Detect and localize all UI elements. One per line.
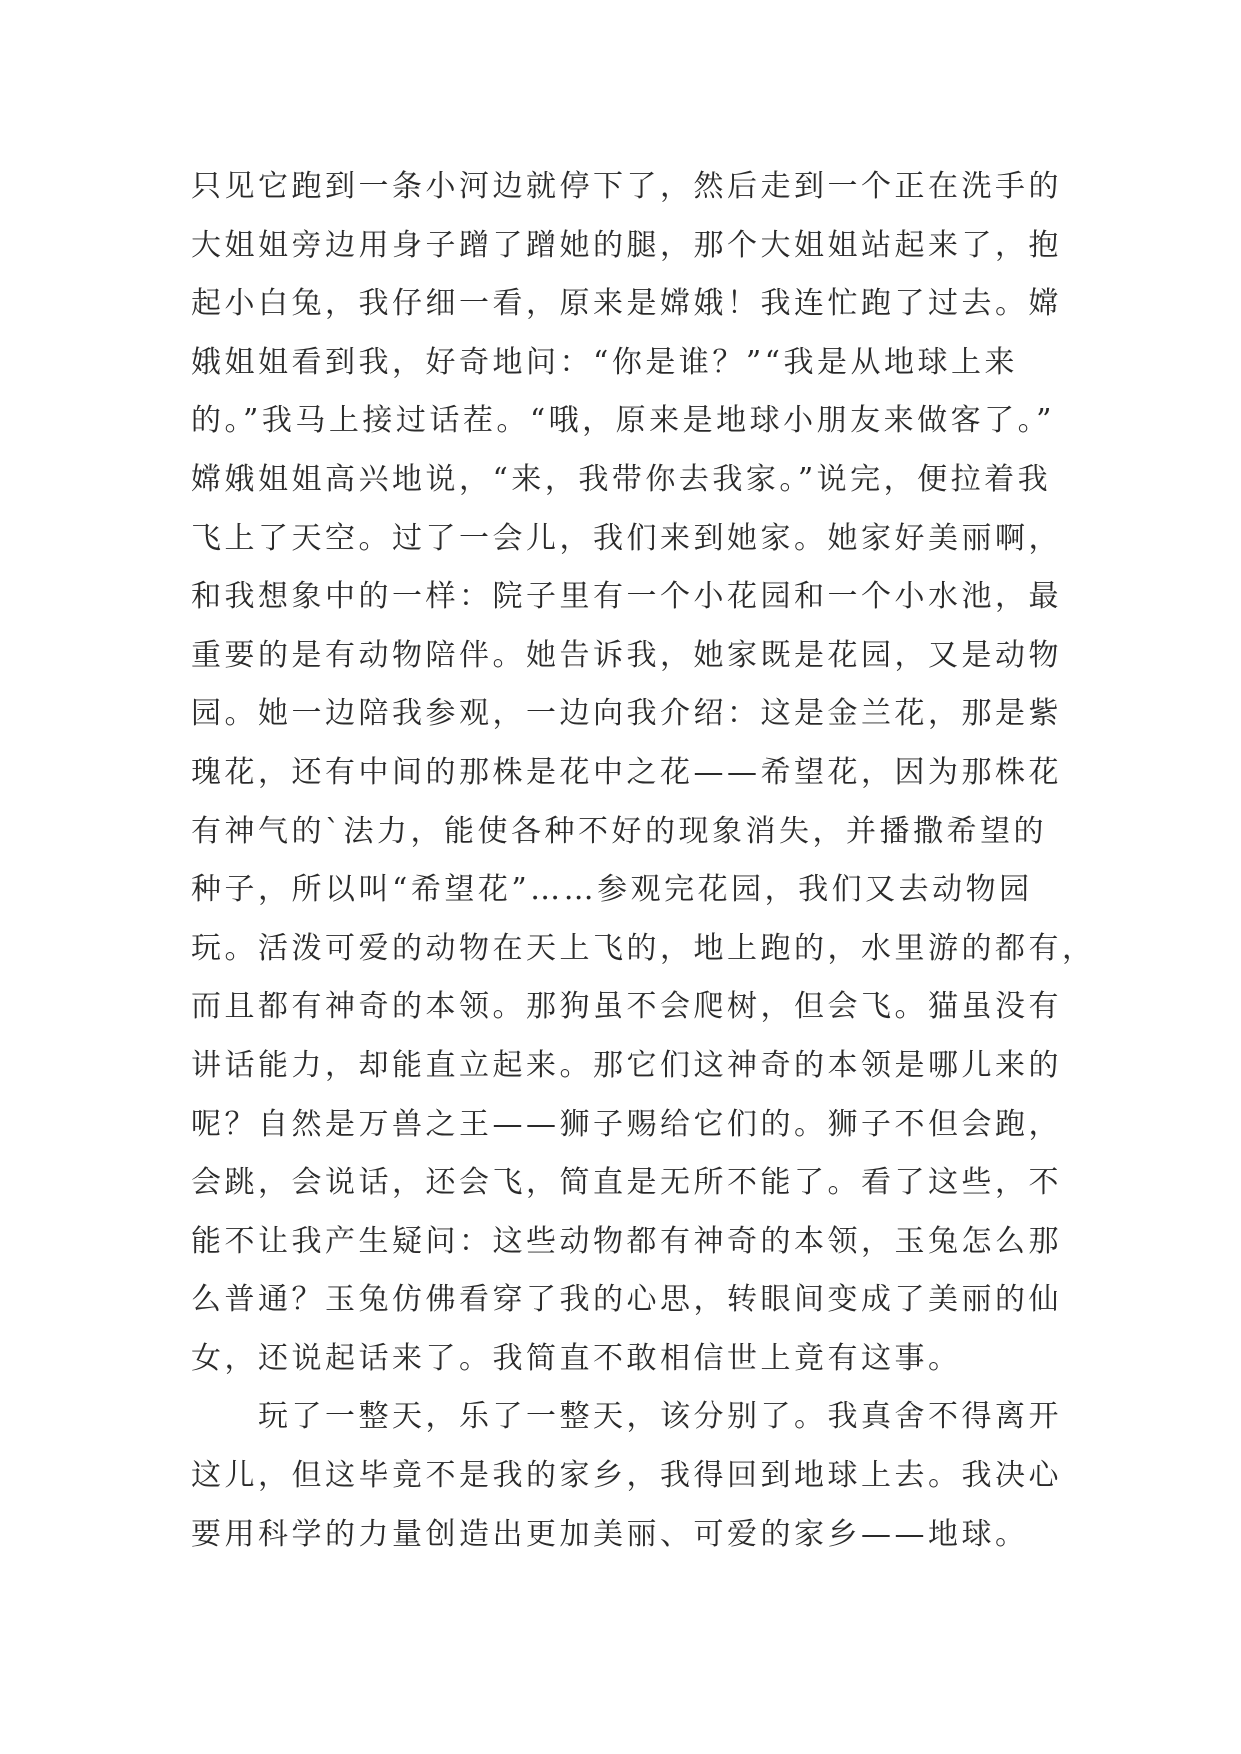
article-body [191, 158, 1096, 1564]
text-line: 飞上了天空。过了一会儿，我们来到她家。她家好美丽啊， [191, 520, 1062, 556]
text-line: 只见它跑到一条小河边就停下了，然后走到一个正在洗手的 [191, 169, 1062, 204]
text-line: 瑰花，还有中间的那株是花中之花——希望花，因为那株花 [191, 754, 1062, 790]
text-line: 会跳，会说话，还会飞，简直是无所不能了。看了这些，不 [191, 1165, 1062, 1201]
text-line: 讲话能力，却能直立起来。那它们这神奇的本领是哪儿来的 [191, 1047, 1062, 1083]
text-line: 能不让我产生疑问：这些动物都有神奇的本领，玉兔怎么那 [191, 1223, 1062, 1259]
text-line: 玩。活泼可爱的动物在天上飞的，地上跑的，水里游的都有， [191, 930, 1096, 966]
text-line: 呢？自然是万兽之王——狮子赐给它们的。狮子不但会跑， [191, 1106, 1062, 1142]
text-line: 而且都有神奇的本领。那狗虽不会爬树，但会飞。猫虽没有 [191, 989, 1062, 1025]
text-line: 么普通？玉兔仿佛看穿了我的心思，转眼间变成了美丽的仙 [191, 1282, 1062, 1318]
text-line: 有神气的`法力，能使各种不好的现象消失，并播撒希望的 [191, 813, 1047, 849]
text-line: 和我想象中的一样：院子里有一个小花园和一个小水池，最 [191, 579, 1062, 615]
text-line: 玩了一整天，乐了一整天，该分别了。我真舍不得离开 [191, 1399, 1062, 1435]
text-line: 要用科学的力量创造出更加美丽、可爱的家乡——地球。 [191, 1516, 1029, 1552]
text-line: 大姐姐旁边用身子蹭了蹭她的腿，那个大姐姐站起来了，抱 [191, 227, 1062, 263]
text-line: 园。她一边陪我参观，一边向我介绍：这是金兰花，那是紫 [191, 696, 1062, 732]
text-line: 娥姐姐看到我，好奇地问：“你是谁？”“我是从地球上来 [191, 344, 1019, 380]
text-line: 女，还说起话来了。我简直不敢相信世上竟有这事。 [191, 1340, 962, 1376]
text-line: 的。”我马上接过话茬。“哦，原来是地球小朋友来做客了。” [191, 403, 1056, 439]
text-line: 种子，所以叫“希望花”……参观完花园，我们又去动物园 [191, 872, 1033, 908]
text-line: 这儿，但这毕竟不是我的家乡，我得回到地球上去。我决心 [191, 1458, 1062, 1494]
text-line: 嫦娥姐姐高兴地说，“来，我带你去我家。”说完，便拉着我 [191, 461, 1052, 497]
text-line: 重要的是有动物陪伴。她告诉我，她家既是花园，又是动物 [191, 637, 1062, 673]
text-line: 起小白兔，我仔细一看，原来是嫦娥！我连忙跑了过去。嫦 [191, 286, 1062, 322]
